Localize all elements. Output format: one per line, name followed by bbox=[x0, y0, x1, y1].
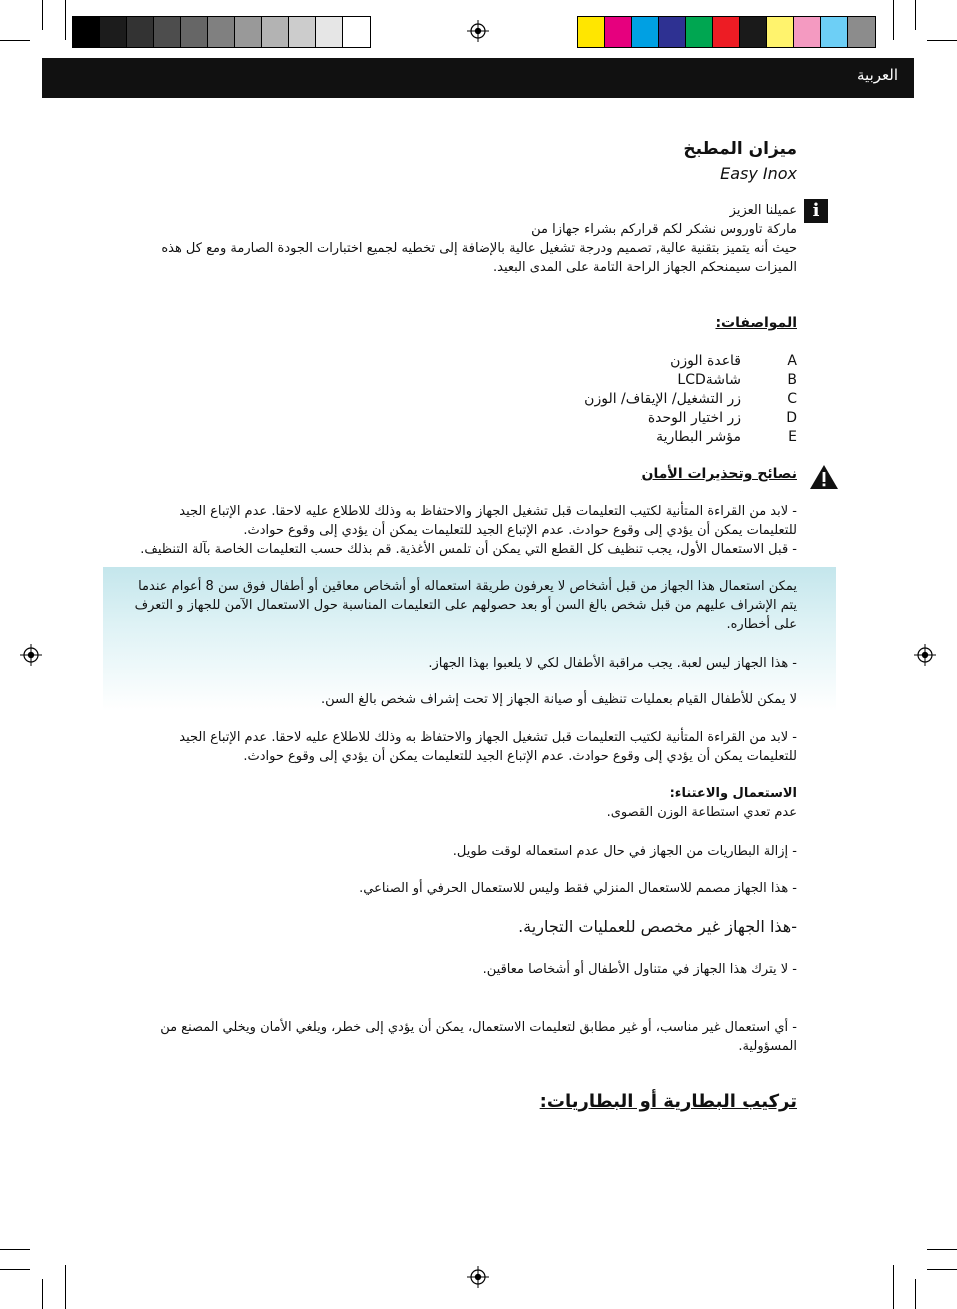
band-line: - هذا الجهاز ليس لعبة. يجب مراقبة الأطفال لكي لا يلعبوا بهذا الجهاز. bbox=[428, 656, 797, 671]
product-name-english: Easy Inox bbox=[720, 164, 797, 183]
spec-letter: A bbox=[787, 353, 797, 369]
spec-item bbox=[577, 372, 797, 391]
crop-mark bbox=[927, 40, 957, 41]
color-swatch bbox=[767, 17, 794, 47]
warning-icon bbox=[809, 464, 839, 490]
crop-mark bbox=[0, 1249, 30, 1250]
crop-mark bbox=[42, 1279, 43, 1309]
spec-letter: C bbox=[787, 391, 797, 407]
language-label: العربية bbox=[857, 66, 898, 84]
crop-mark bbox=[893, 0, 894, 40]
registration-mark-top bbox=[467, 20, 489, 42]
color-swatch bbox=[127, 17, 154, 47]
battery-heading: تركيب البطارية أو البطاريات: bbox=[539, 1091, 797, 1112]
crop-mark bbox=[65, 1265, 66, 1309]
spec-label: شاشةLCD bbox=[677, 372, 741, 388]
color-swatch bbox=[235, 17, 262, 47]
safety-paragraph-line: للتعليمات يمكن أن يؤدي إلى وقوع حوادث. عدم الإتباع الجيد للتعليمات يمكن أن يؤدي إلى وقوع حوادث. bbox=[243, 749, 797, 764]
color-swatch bbox=[821, 17, 848, 47]
process-color-bar bbox=[577, 16, 876, 48]
safety-heading: نصائح وتحذيرات الأمان bbox=[641, 466, 797, 482]
spec-item bbox=[577, 410, 797, 429]
specs-heading: المواصفات: bbox=[715, 315, 797, 331]
gray-color-bar bbox=[72, 16, 371, 48]
crop-mark bbox=[65, 0, 66, 40]
color-swatch bbox=[632, 17, 659, 47]
color-swatch bbox=[659, 17, 686, 47]
band-line: يمكن استعمال هذا الجهاز من قبل أشخاص لا يعرفون طريقة استعماله أو أشخاص معاقين أو أطفال فوق سن 8 أعوام عندما bbox=[138, 579, 797, 594]
spec-label: زر اختيار الوحدة bbox=[647, 410, 741, 426]
color-swatch bbox=[181, 17, 208, 47]
crop-mark bbox=[893, 1265, 894, 1309]
usage-line: - أي استعمال غير مناسب، أو غير مطابق لتعليمات الاستعمال، يمكن أن يؤدي إلى خطر، ويلغي الأمان ويخلي المصنع من bbox=[160, 1020, 797, 1035]
usage-line: - لا يترك هذا الجهاز في متناول الأطفال أو أشخاصا معاقين. bbox=[482, 962, 797, 977]
spec-item bbox=[577, 429, 797, 448]
product-name-arabic: ميزان المطبخ bbox=[683, 139, 797, 159]
color-swatch bbox=[343, 17, 370, 47]
crop-mark bbox=[0, 1269, 30, 1270]
crop-mark bbox=[42, 0, 43, 30]
band-line: لا يمكن للأطفال القيام بعمليات تنظيف أو صيانة الجهاز إلا تحت إشراف شخص بالغ السن. bbox=[320, 692, 797, 707]
safety-paragraph-line: للتعليمات يمكن أن يؤدي إلى وقوع حوادث. عدم الإتباع الجيد للتعليمات يمكن أن يؤدي إلى وقوع حوادث. bbox=[243, 523, 797, 538]
band-line: على أخطاره. bbox=[726, 617, 797, 632]
spec-letter: B bbox=[787, 372, 797, 388]
color-swatch bbox=[740, 17, 767, 47]
color-swatch bbox=[316, 17, 343, 47]
safety-paragraph-line: - قبل الاستعمال الأول، يجب تنظيف كل القطع التي يمكن أن تلمس الأغذية. قم بذلك حسب التعليمات الخاصة بآلة التنظيف. bbox=[140, 542, 797, 557]
color-swatch bbox=[262, 17, 289, 47]
usage-line: عدم تعدي استطاعة الوزن القصوى. bbox=[606, 805, 797, 820]
language-header bbox=[42, 58, 914, 98]
color-swatch bbox=[713, 17, 740, 47]
crop-mark bbox=[927, 1249, 957, 1250]
color-swatch bbox=[686, 17, 713, 47]
color-swatch bbox=[154, 17, 181, 47]
band-line: يتم الإشراف عليهم من قبل شخص بالغ السن أو بعد حصولهم على التعليمات المناسبة حول الاستعمال الآمن للجهاز و التعرف bbox=[134, 598, 797, 613]
usage-line: المسؤولية. bbox=[738, 1039, 797, 1054]
registration-mark-bottom bbox=[467, 1266, 489, 1288]
spec-label: قاعدة الوزن bbox=[670, 353, 741, 369]
spec-item bbox=[577, 391, 797, 410]
color-swatch bbox=[289, 17, 316, 47]
color-swatch bbox=[208, 17, 235, 47]
intro-heading: عميلنا العزيز bbox=[729, 203, 797, 218]
intro-line: الميزات سيمنحكم الجهاز الراحة التامة على المدى البعيد. bbox=[492, 260, 797, 275]
safety-paragraph-line: - لابد من القراءة المتأنية لكتيب التعليمات قبل تشغيل الجهاز والاحتفاظ به وذلك للاطلاع عليه لاحقا. عدم الإتباع الجيد bbox=[179, 730, 797, 745]
color-swatch bbox=[100, 17, 127, 47]
safety-paragraph-line: - لابد من القراءة المتأنية لكتيب التعليمات قبل تشغيل الجهاز والاحتفاظ به وذلك للاطلاع عليه لاحقا. عدم الإتباع الجيد bbox=[179, 504, 797, 519]
usage-heading: الاستعمال والاعتناء: bbox=[669, 786, 797, 801]
usage-line: -هذا الجهاز غير مخصص للعمليات التجارية. bbox=[518, 917, 797, 936]
color-swatch bbox=[605, 17, 632, 47]
spec-letter: D bbox=[786, 410, 797, 426]
registration-mark-right bbox=[914, 644, 936, 666]
crop-mark bbox=[0, 40, 30, 41]
crop-mark bbox=[927, 1269, 957, 1270]
color-swatch bbox=[848, 17, 875, 47]
intro-line: ماركة تاوروس نشكر لكم قراركم بشراء جهازا من bbox=[531, 222, 797, 237]
color-swatch bbox=[578, 17, 605, 47]
registration-mark-left bbox=[20, 644, 42, 666]
usage-line: - هذا الجهاز مصمم للاستعمال المنزلي فقط وليس للاستعمال الحرفي أو الصناعي. bbox=[359, 881, 797, 896]
info-icon: i bbox=[804, 199, 828, 223]
crop-mark bbox=[915, 1279, 916, 1309]
intro-line: حيث أنه يتميز بتقنية عالية, تصميم ودرجة تشغيل عالية بالإضافة إلى تخطيه لجميع اختبارات الجودة الصارمة ومع كل هذه bbox=[161, 241, 797, 256]
spec-item bbox=[577, 353, 797, 372]
usage-line: - إزالة البطاريات من الجهاز في حال عدم استعماله لوقت طويل. bbox=[452, 844, 797, 859]
spec-letter: E bbox=[788, 429, 797, 445]
crop-mark bbox=[915, 0, 916, 30]
spec-label: مؤشر البطارية bbox=[656, 429, 741, 445]
color-swatch bbox=[73, 17, 100, 47]
spec-label: زر التشغيل/ الإيقاف/ الوزن bbox=[584, 391, 741, 407]
color-swatch bbox=[794, 17, 821, 47]
